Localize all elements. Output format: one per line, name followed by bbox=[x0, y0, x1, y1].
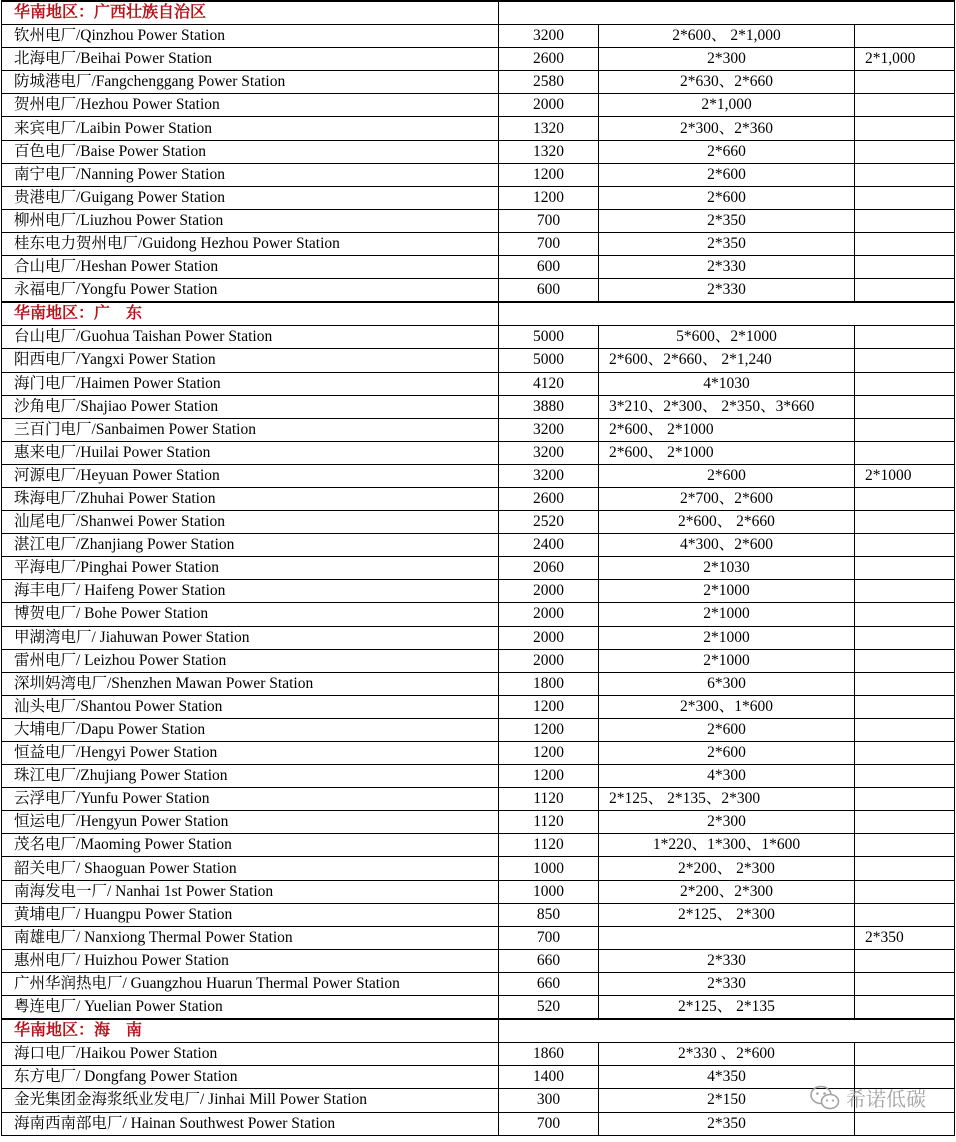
unit-config: 2*600 bbox=[599, 163, 855, 186]
extra-units bbox=[855, 557, 955, 580]
extra-units bbox=[855, 140, 955, 163]
capacity-mw: 850 bbox=[499, 903, 599, 926]
capacity-mw: 2400 bbox=[499, 534, 599, 557]
unit-config: 2*1,000 bbox=[599, 94, 855, 117]
station-name: 台山电厂/Guohua Taishan Power Station bbox=[2, 326, 499, 349]
station-name: 惠州电厂/ Huizhou Power Station bbox=[2, 949, 499, 972]
station-name: 百色电厂/Baise Power Station bbox=[2, 140, 499, 163]
capacity-mw: 700 bbox=[499, 209, 599, 232]
extra-units bbox=[855, 880, 955, 903]
station-name: 桂东电力贺州电厂/Guidong Hezhou Power Station bbox=[2, 232, 499, 255]
station-name: 粤连电厂/ Yuelian Power Station bbox=[2, 996, 499, 1020]
extra-units bbox=[855, 186, 955, 209]
table-row bbox=[2, 349, 955, 372]
capacity-mw: 1200 bbox=[499, 718, 599, 741]
capacity-mw: 2000 bbox=[499, 94, 599, 117]
unit-config: 2*350 bbox=[599, 209, 855, 232]
station-name: 柳州电厂/Liuzhou Power Station bbox=[2, 209, 499, 232]
unit-config: 3*210、2*300、 2*350、3*660 bbox=[599, 395, 855, 418]
unit-config: 2*630、2*660 bbox=[599, 71, 855, 94]
extra-units bbox=[855, 996, 955, 1020]
table-row bbox=[2, 557, 955, 580]
capacity-mw: 2580 bbox=[499, 71, 599, 94]
extra-units bbox=[855, 834, 955, 857]
extra-units bbox=[855, 511, 955, 534]
station-name: 合山电厂/Heshan Power Station bbox=[2, 256, 499, 279]
unit-config: 2*700、2*600 bbox=[599, 487, 855, 510]
capacity-mw: 1120 bbox=[499, 788, 599, 811]
table-row bbox=[2, 649, 955, 672]
station-name: 海口电厂/Haikou Power Station bbox=[2, 1043, 499, 1066]
unit-config: 2*600 bbox=[599, 718, 855, 741]
extra-units bbox=[855, 163, 955, 186]
capacity-mw: 520 bbox=[499, 996, 599, 1020]
table-row bbox=[2, 903, 955, 926]
table-row bbox=[2, 441, 955, 464]
extra-units bbox=[855, 811, 955, 834]
table-row bbox=[2, 926, 955, 949]
capacity-mw: 3200 bbox=[499, 441, 599, 464]
table-row bbox=[2, 1112, 955, 1135]
table-row bbox=[2, 949, 955, 972]
unit-config: 1*220、1*300、1*600 bbox=[599, 834, 855, 857]
capacity-mw: 1400 bbox=[499, 1066, 599, 1089]
extra-units bbox=[855, 765, 955, 788]
section-header bbox=[2, 1, 955, 25]
station-name: 沙角电厂/Shajiao Power Station bbox=[2, 395, 499, 418]
extra-units bbox=[855, 209, 955, 232]
capacity-mw: 660 bbox=[499, 972, 599, 995]
unit-config: 4*300 bbox=[599, 765, 855, 788]
capacity-mw: 1320 bbox=[499, 140, 599, 163]
capacity-mw: 2000 bbox=[499, 626, 599, 649]
capacity-mw: 700 bbox=[499, 926, 599, 949]
capacity-mw: 2600 bbox=[499, 48, 599, 71]
unit-config: 2*300、1*600 bbox=[599, 695, 855, 718]
unit-config: 2*330 bbox=[599, 972, 855, 995]
station-name: 湛江电厂/Zhanjiang Power Station bbox=[2, 534, 499, 557]
station-name: 平海电厂/Pinghai Power Station bbox=[2, 557, 499, 580]
power-station-table bbox=[1, 0, 955, 1136]
unit-config: 2*200、 2*300 bbox=[599, 857, 855, 880]
extra-units bbox=[855, 1112, 955, 1135]
station-name: 金光集团金海浆纸业发电厂/ Jinhai Mill Power Station bbox=[2, 1089, 499, 1112]
table-row bbox=[2, 857, 955, 880]
station-name: 汕头电厂/Shantou Power Station bbox=[2, 695, 499, 718]
extra-units bbox=[855, 626, 955, 649]
unit-config: 4*350 bbox=[599, 1066, 855, 1089]
unit-config: 2*600 bbox=[599, 186, 855, 209]
capacity-mw: 660 bbox=[499, 949, 599, 972]
extra-units bbox=[855, 487, 955, 510]
station-name: 甲湖湾电厂/ Jiahuwan Power Station bbox=[2, 626, 499, 649]
unit-config: 2*330 bbox=[599, 256, 855, 279]
station-name: 恒益电厂/Hengyi Power Station bbox=[2, 742, 499, 765]
extra-units bbox=[855, 903, 955, 926]
unit-config: 2*125、 2*135、2*300 bbox=[599, 788, 855, 811]
extra-units: 2*1000 bbox=[855, 464, 955, 487]
section-header bbox=[2, 302, 955, 326]
capacity-mw: 1000 bbox=[499, 857, 599, 880]
extra-units bbox=[855, 71, 955, 94]
table-row bbox=[2, 972, 955, 995]
section-blank bbox=[499, 302, 955, 326]
station-name: 南海发电一厂/ Nanhai 1st Power Station bbox=[2, 880, 499, 903]
table-row bbox=[2, 811, 955, 834]
capacity-mw: 1200 bbox=[499, 695, 599, 718]
unit-config: 2*350 bbox=[599, 232, 855, 255]
extra-units bbox=[855, 279, 955, 303]
station-name: 来宾电厂/Laibin Power Station bbox=[2, 117, 499, 140]
unit-config: 2*125、 2*135 bbox=[599, 996, 855, 1020]
table-row bbox=[2, 71, 955, 94]
station-name: 北海电厂/Beihai Power Station bbox=[2, 48, 499, 71]
table-row bbox=[2, 511, 955, 534]
capacity-mw: 1320 bbox=[499, 117, 599, 140]
table-row bbox=[2, 626, 955, 649]
table-row bbox=[2, 326, 955, 349]
extra-units bbox=[855, 603, 955, 626]
table-body bbox=[2, 1, 955, 1135]
unit-config: 2*1000 bbox=[599, 603, 855, 626]
station-name: 汕尾电厂/Shanwei Power Station bbox=[2, 511, 499, 534]
section-header bbox=[2, 1019, 955, 1043]
capacity-mw: 1120 bbox=[499, 834, 599, 857]
extra-units bbox=[855, 372, 955, 395]
station-name: 阳西电厂/Yangxi Power Station bbox=[2, 349, 499, 372]
table-row bbox=[2, 94, 955, 117]
capacity-mw: 1200 bbox=[499, 765, 599, 788]
capacity-mw: 4120 bbox=[499, 372, 599, 395]
unit-config: 2*1000 bbox=[599, 649, 855, 672]
unit-config: 2*600 bbox=[599, 464, 855, 487]
capacity-mw: 5000 bbox=[499, 326, 599, 349]
capacity-mw: 3200 bbox=[499, 418, 599, 441]
station-name: 三百门电厂/Sanbaimen Power Station bbox=[2, 418, 499, 441]
extra-units bbox=[855, 972, 955, 995]
capacity-mw: 1800 bbox=[499, 672, 599, 695]
capacity-mw: 1000 bbox=[499, 880, 599, 903]
extra-units: 2*350 bbox=[855, 926, 955, 949]
table-row bbox=[2, 163, 955, 186]
extra-units bbox=[855, 949, 955, 972]
unit-config: 2*330 bbox=[599, 279, 855, 303]
station-name: 贵港电厂/Guigang Power Station bbox=[2, 186, 499, 209]
capacity-mw: 1200 bbox=[499, 742, 599, 765]
station-name: 南宁电厂/Nanning Power Station bbox=[2, 163, 499, 186]
extra-units bbox=[855, 1043, 955, 1066]
table-row bbox=[2, 996, 955, 1020]
extra-units bbox=[855, 441, 955, 464]
watermark bbox=[810, 1083, 926, 1112]
extra-units bbox=[855, 349, 955, 372]
extra-units bbox=[855, 580, 955, 603]
table-row bbox=[2, 1043, 955, 1066]
capacity-mw: 3200 bbox=[499, 25, 599, 48]
extra-units: 2*1,000 bbox=[855, 48, 955, 71]
station-name: 云浮电厂/Yunfu Power Station bbox=[2, 788, 499, 811]
capacity-mw: 600 bbox=[499, 256, 599, 279]
extra-units bbox=[855, 718, 955, 741]
table-row bbox=[2, 48, 955, 71]
station-name: 海丰电厂/ Haifeng Power Station bbox=[2, 580, 499, 603]
extra-units bbox=[855, 672, 955, 695]
capacity-mw: 2060 bbox=[499, 557, 599, 580]
capacity-mw: 2520 bbox=[499, 511, 599, 534]
unit-config: 5*600、2*1000 bbox=[599, 326, 855, 349]
capacity-mw: 1120 bbox=[499, 811, 599, 834]
watermark-text: 希诺低碳 bbox=[846, 1087, 926, 1111]
extra-units bbox=[855, 326, 955, 349]
station-name: 防城港电厂/Fangchenggang Power Station bbox=[2, 71, 499, 94]
unit-config: 4*300、2*600 bbox=[599, 534, 855, 557]
extra-units bbox=[855, 117, 955, 140]
table-row bbox=[2, 140, 955, 163]
table-row bbox=[2, 418, 955, 441]
station-name: 韶关电厂/ Shaoguan Power Station bbox=[2, 857, 499, 880]
wechat-icon bbox=[810, 1085, 840, 1111]
unit-config: 6*300 bbox=[599, 672, 855, 695]
unit-config: 2*1030 bbox=[599, 557, 855, 580]
extra-units bbox=[855, 534, 955, 557]
unit-config: 2*600、 2*1000 bbox=[599, 418, 855, 441]
table-row bbox=[2, 186, 955, 209]
capacity-mw: 1200 bbox=[499, 186, 599, 209]
unit-config: 2*300 bbox=[599, 48, 855, 71]
table-row bbox=[2, 464, 955, 487]
station-name: 深圳妈湾电厂/Shenzhen Mawan Power Station bbox=[2, 672, 499, 695]
section-title: 华南地区：广西壮族自治区 bbox=[2, 1, 499, 25]
section-blank bbox=[499, 1, 955, 25]
unit-config: 2*660 bbox=[599, 140, 855, 163]
unit-config: 2*1000 bbox=[599, 580, 855, 603]
capacity-mw: 2600 bbox=[499, 487, 599, 510]
capacity-mw: 2000 bbox=[499, 649, 599, 672]
section-title: 华南地区：广 东 bbox=[2, 302, 499, 326]
unit-config: 2*330 、2*600 bbox=[599, 1043, 855, 1066]
station-name: 河源电厂/Heyuan Power Station bbox=[2, 464, 499, 487]
extra-units bbox=[855, 94, 955, 117]
table-row bbox=[2, 695, 955, 718]
extra-units bbox=[855, 232, 955, 255]
extra-units bbox=[855, 788, 955, 811]
station-name: 永福电厂/Yongfu Power Station bbox=[2, 279, 499, 303]
extra-units bbox=[855, 742, 955, 765]
table-row bbox=[2, 880, 955, 903]
extra-units bbox=[855, 857, 955, 880]
table-row bbox=[2, 487, 955, 510]
unit-config: 2*600、 2*1,000 bbox=[599, 25, 855, 48]
station-name: 珠江电厂/Zhujiang Power Station bbox=[2, 765, 499, 788]
station-name: 海门电厂/Haimen Power Station bbox=[2, 372, 499, 395]
table-row bbox=[2, 372, 955, 395]
station-name: 广州华润热电厂/ Guangzhou Huarun Thermal Power Station bbox=[2, 972, 499, 995]
station-name: 恒运电厂/Hengyun Power Station bbox=[2, 811, 499, 834]
unit-config bbox=[599, 926, 855, 949]
station-name: 贺州电厂/Hezhou Power Station bbox=[2, 94, 499, 117]
unit-config: 2*600、 2*660 bbox=[599, 511, 855, 534]
table-row bbox=[2, 534, 955, 557]
station-name: 东方电厂/ Dongfang Power Station bbox=[2, 1066, 499, 1089]
table-row bbox=[2, 256, 955, 279]
extra-units bbox=[855, 25, 955, 48]
extra-units bbox=[855, 395, 955, 418]
unit-config: 2*600 bbox=[599, 742, 855, 765]
capacity-mw: 1200 bbox=[499, 163, 599, 186]
station-name: 黄埔电厂/ Huangpu Power Station bbox=[2, 903, 499, 926]
unit-config: 2*150 bbox=[599, 1089, 855, 1112]
section-title: 华南地区：海 南 bbox=[2, 1019, 499, 1043]
section-blank bbox=[499, 1019, 955, 1043]
table-row bbox=[2, 209, 955, 232]
extra-units bbox=[855, 649, 955, 672]
table-row bbox=[2, 117, 955, 140]
table-row bbox=[2, 834, 955, 857]
capacity-mw: 3200 bbox=[499, 464, 599, 487]
station-name: 茂名电厂/Maoming Power Station bbox=[2, 834, 499, 857]
station-name: 南雄电厂/ Nanxiong Thermal Power Station bbox=[2, 926, 499, 949]
table-row bbox=[2, 279, 955, 303]
unit-config: 2*125、 2*300 bbox=[599, 903, 855, 926]
capacity-mw: 1860 bbox=[499, 1043, 599, 1066]
unit-config: 2*200、2*300 bbox=[599, 880, 855, 903]
station-name: 海南西南部电厂/ Hainan Southwest Power Station bbox=[2, 1112, 499, 1135]
station-name: 惠来电厂/Huilai Power Station bbox=[2, 441, 499, 464]
extra-units bbox=[855, 256, 955, 279]
unit-config: 2*1000 bbox=[599, 626, 855, 649]
station-name: 大埔电厂/Dapu Power Station bbox=[2, 718, 499, 741]
table-row bbox=[2, 603, 955, 626]
station-name: 钦州电厂/Qinzhou Power Station bbox=[2, 25, 499, 48]
capacity-mw: 2000 bbox=[499, 603, 599, 626]
unit-config: 2*330 bbox=[599, 949, 855, 972]
table-row bbox=[2, 232, 955, 255]
capacity-mw: 700 bbox=[499, 232, 599, 255]
unit-config: 2*350 bbox=[599, 1112, 855, 1135]
table-row bbox=[2, 765, 955, 788]
station-name: 珠海电厂/Zhuhai Power Station bbox=[2, 487, 499, 510]
station-name: 雷州电厂/ Leizhou Power Station bbox=[2, 649, 499, 672]
table-row bbox=[2, 672, 955, 695]
station-name: 博贺电厂/ Bohe Power Station bbox=[2, 603, 499, 626]
capacity-mw: 600 bbox=[499, 279, 599, 303]
capacity-mw: 300 bbox=[499, 1089, 599, 1112]
capacity-mw: 2000 bbox=[499, 580, 599, 603]
table-row bbox=[2, 395, 955, 418]
table-row bbox=[2, 788, 955, 811]
capacity-mw: 3880 bbox=[499, 395, 599, 418]
table-row bbox=[2, 25, 955, 48]
capacity-mw: 700 bbox=[499, 1112, 599, 1135]
unit-config: 2*300 bbox=[599, 811, 855, 834]
extra-units bbox=[855, 695, 955, 718]
unit-config: 2*600、2*660、 2*1,240 bbox=[599, 349, 855, 372]
unit-config: 4*1030 bbox=[599, 372, 855, 395]
table-row bbox=[2, 718, 955, 741]
unit-config: 2*600、 2*1000 bbox=[599, 441, 855, 464]
extra-units bbox=[855, 418, 955, 441]
table-row bbox=[2, 580, 955, 603]
capacity-mw: 5000 bbox=[499, 349, 599, 372]
unit-config: 2*300、2*360 bbox=[599, 117, 855, 140]
table-row bbox=[2, 742, 955, 765]
